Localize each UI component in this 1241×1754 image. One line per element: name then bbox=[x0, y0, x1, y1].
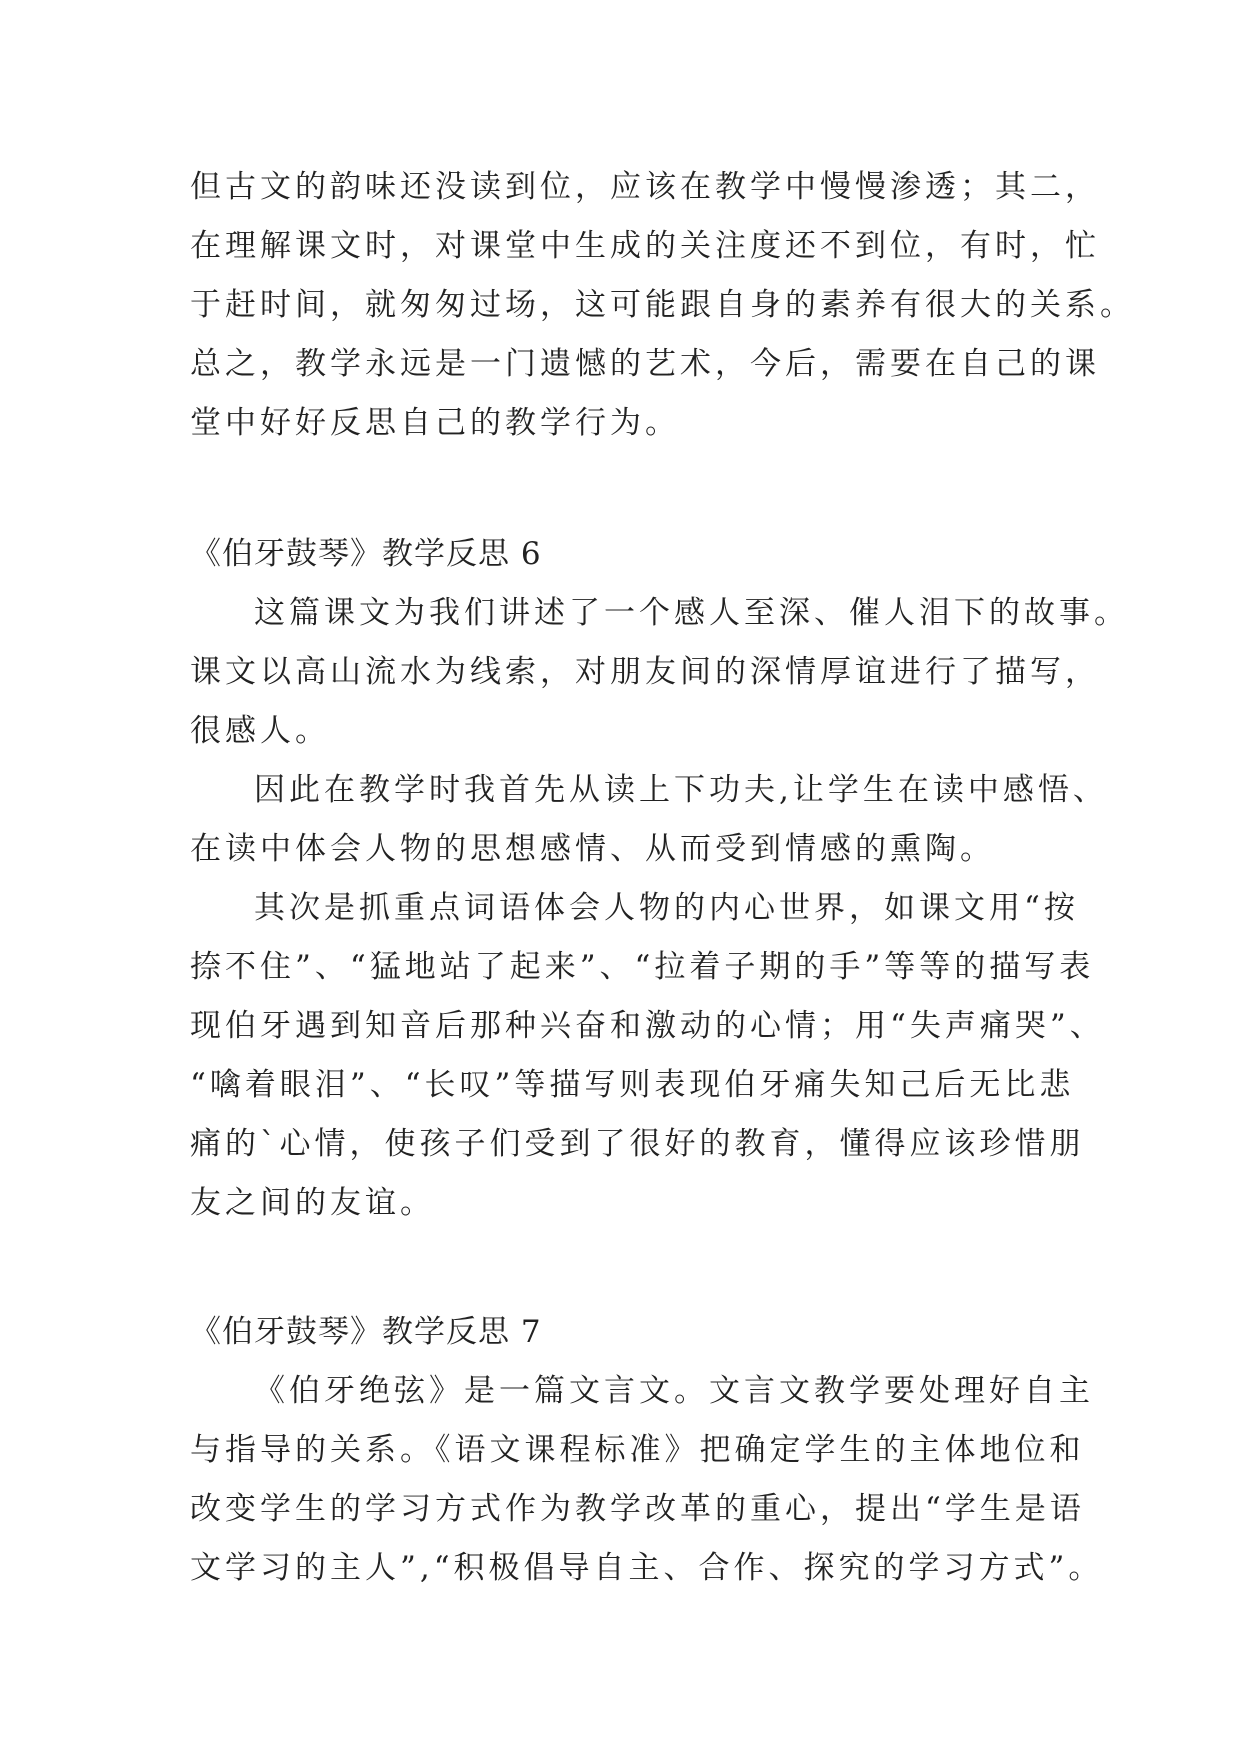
section-spacer bbox=[190, 1233, 1090, 1303]
text-line: 因此在教学时我首先从读上下功夫,让学生在读中感悟、 bbox=[254, 772, 1108, 808]
paragraph bbox=[190, 1362, 1104, 1598]
paragraph-continuation bbox=[190, 158, 1135, 453]
text-line: 总之，教学永远是一门遗憾的艺术，今后，需要在自己的课 bbox=[190, 346, 1100, 382]
text-line: 捺不住”、“猛地站了起来”、“拉着子期的手”等等的描写表 bbox=[190, 949, 1095, 985]
text-line: 很感人。 bbox=[190, 713, 330, 749]
section-heading-7 bbox=[190, 1303, 1090, 1362]
heading-text: 《伯牙鼓琴》教学反思 6 bbox=[190, 536, 542, 572]
text-line: 在理解课文时，对课堂中生成的关注度还不到位，有时，忙 bbox=[190, 228, 1100, 264]
text-line: 现伯牙遇到知音后那种兴奋和激动的心情；用“失声痛哭”、 bbox=[190, 1008, 1105, 1044]
paragraph bbox=[190, 761, 1108, 879]
text-line: 但古文的韵味还没读到位，应该在教学中慢慢渗透；其二， bbox=[190, 169, 1100, 205]
text-line: 痛的`心情，使孩子们受到了很好的教育，懂得应该珍惜朋 bbox=[190, 1126, 1085, 1162]
text-line: 《伯牙绝弦》是一篇文言文。文言文教学要处理好自主 bbox=[254, 1373, 1094, 1409]
paragraph bbox=[190, 879, 1105, 1233]
text-line: 课文以高山流水为线索，对朋友间的深情厚谊进行了描写， bbox=[190, 654, 1100, 690]
text-line: 在读中体会人物的思想感情、从而受到情感的熏陶。 bbox=[190, 831, 995, 867]
heading-text: 《伯牙鼓琴》教学反思 7 bbox=[190, 1314, 542, 1350]
section-heading-6 bbox=[190, 525, 1090, 584]
text-line: 其次是抓重点词语体会人物的内心世界，如课文用“按 bbox=[254, 890, 1079, 926]
text-line: 于赶时间，就匆匆过场，这可能跟自身的素养有很大的关系。 bbox=[190, 287, 1135, 323]
paragraph bbox=[190, 584, 1129, 761]
text-line: 这篇课文为我们讲述了一个感人至深、催人泪下的故事。 bbox=[254, 595, 1129, 631]
text-line: 与指导的关系。《语文课程标准》把确定学生的主体地位和 bbox=[190, 1432, 1085, 1468]
text-line: 改变学生的学习方式作为教学改革的重心，提出“学生是语 bbox=[190, 1491, 1085, 1527]
section-spacer bbox=[190, 453, 1090, 525]
text-line: 堂中好好反思自己的教学行为。 bbox=[190, 405, 680, 441]
document-body bbox=[190, 158, 1135, 1598]
text-line: 文学习的主人”,“积极倡导自主、合作、探究的学习方式”。 bbox=[190, 1550, 1104, 1586]
text-line: 友之间的友谊。 bbox=[190, 1185, 435, 1221]
text-line: “噙着眼泪”、“长叹”等描写则表现伯牙痛失知己后无比悲 bbox=[190, 1067, 1075, 1103]
